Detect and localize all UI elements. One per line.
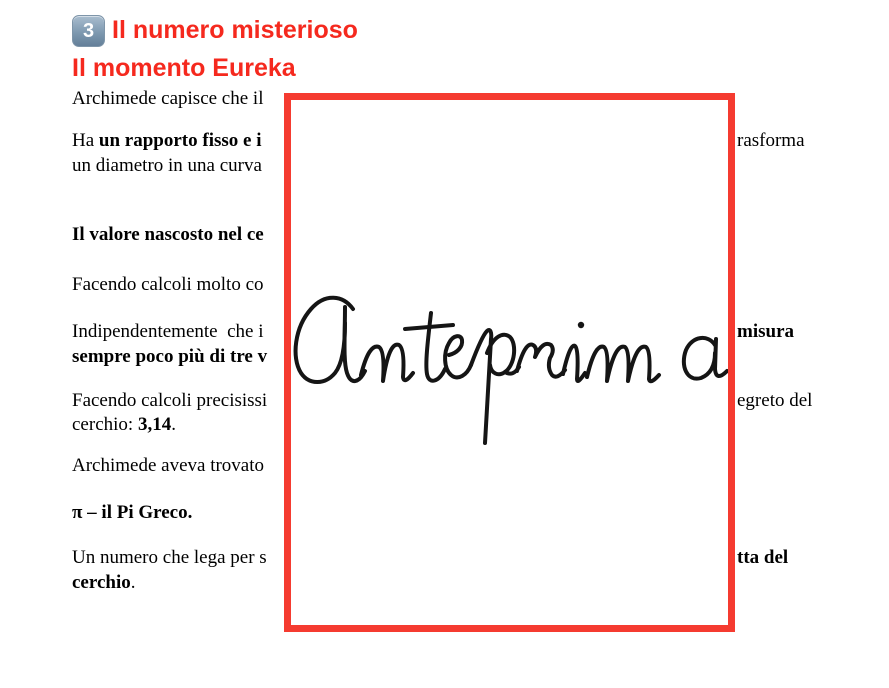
text-line-left <box>72 414 176 436</box>
cursive-a-stem <box>715 339 727 376</box>
text-run: sempre poco più di tre v <box>72 346 268 367</box>
text-line-left <box>72 321 264 343</box>
text-line-left <box>72 502 192 524</box>
text-line-left <box>72 130 261 152</box>
section-number-badge: 3 <box>72 15 105 47</box>
text-line-left <box>72 346 267 368</box>
anteprima-watermark <box>291 295 728 455</box>
text-run: cerchio: <box>72 414 138 435</box>
cursive-r <box>517 344 565 377</box>
text-line-left <box>72 572 136 594</box>
text-line-left <box>72 274 264 296</box>
cursive-a-bowl <box>684 338 715 379</box>
text-run: . <box>171 414 176 435</box>
text-run: cerchio <box>72 572 131 593</box>
text-run: Archimede capisce che il <box>72 88 264 109</box>
text-run: 3,14 <box>137 414 172 435</box>
text-fragment-right: tta del <box>737 547 789 568</box>
text-run: Archimede aveva trovato <box>72 455 265 476</box>
text-run: un diametro in una curva <box>72 155 262 176</box>
subsection-title: Il momento Eureka <box>72 54 296 82</box>
text-run: Ha <box>72 130 99 151</box>
cursive-i-dot <box>578 322 584 328</box>
cursive-t-stem <box>426 313 445 381</box>
text-run: . <box>130 572 136 593</box>
cursive-i <box>563 346 585 381</box>
text-run: Il valore nascosto nel ce <box>72 224 264 245</box>
text-line-left <box>72 88 263 110</box>
text-run: Facendo calcoli molto co <box>72 274 264 295</box>
cursive-m <box>587 347 659 382</box>
text-fragment-right: egreto del <box>737 390 813 411</box>
cursive-e <box>445 336 471 377</box>
text-line-left <box>72 224 264 246</box>
text-line-left <box>72 390 267 412</box>
text-run: un rapporto fisso e i <box>98 130 262 151</box>
text-fragment-right: rasforma <box>737 130 805 151</box>
text-fragment-right: misura <box>737 321 794 342</box>
cursive-t-crossbar <box>405 325 453 329</box>
text-run: π – il Pi Greco. <box>72 502 193 523</box>
text-run: Facendo calcoli precisissi <box>72 390 268 411</box>
text-line-left <box>72 455 264 477</box>
text-run: Indipendentemente che i <box>72 321 264 342</box>
text-run: Un numero che lega per s <box>72 547 267 568</box>
section-title: Il numero misterioso <box>112 16 358 44</box>
preview-overlay-box <box>284 93 735 632</box>
text-line-left <box>72 155 262 177</box>
cursive-n <box>361 345 413 381</box>
text-line-left <box>72 547 267 569</box>
